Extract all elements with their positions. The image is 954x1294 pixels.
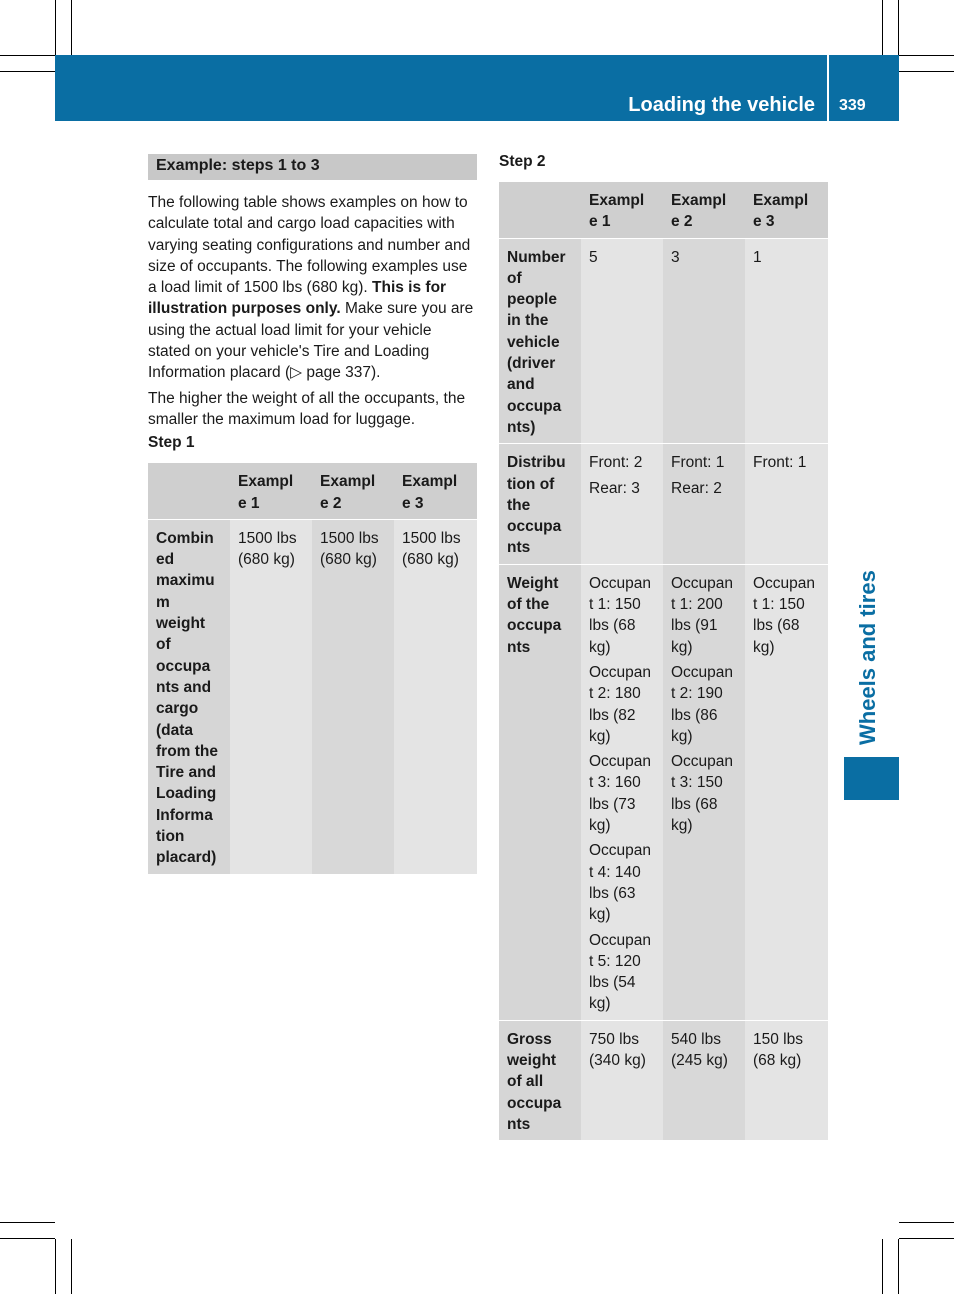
crop-mark [0, 71, 55, 72]
table-row [499, 238, 828, 444]
table-cell [745, 564, 828, 1020]
table-cell: 1500 lbs (680 kg) [230, 519, 312, 873]
side-tab-marker [844, 757, 899, 800]
crop-mark [71, 0, 72, 55]
crop-mark [0, 55, 55, 56]
page-number-box [829, 55, 899, 121]
header-cell: Exampl e 1 [230, 463, 312, 520]
intro-text-2: Make sure you are using the actual load limit for your vehicle stated on your vehicle's Tire and Loading Information placard (▷ page 337). [148, 300, 474, 382]
table-cell [745, 444, 828, 564]
row-label: Gross weight of all occupa nts [499, 1020, 581, 1140]
crop-mark [55, 1239, 56, 1294]
row-label: Number of people in the vehicle (driver and occupa nts) [499, 238, 581, 444]
table-cell [581, 564, 663, 1020]
intro-text-1: The following table shows examples on how to calculate total and cargo load capacities with varying seating configurations and number and size of occupants. The following examples use a load limit of 1500 lbs (680 kg). [148, 194, 471, 297]
step2-label: Step 2 [499, 153, 546, 170]
intro-paragraph [148, 192, 477, 384]
crop-mark [898, 1239, 899, 1294]
table-header-row [148, 463, 477, 520]
table-cell: 1500 lbs (680 kg) [312, 519, 394, 873]
header-cell: Exampl e 3 [394, 463, 477, 520]
cell-line: Occupan t 5: 120 lbs (54 kg) [589, 931, 652, 1013]
cell-line: Occupan t 3: 150 lbs (68 kg) [671, 753, 734, 835]
cell-line: Occupan t 4: 140 lbs (63 kg) [589, 842, 652, 924]
cell-line: Occupan t 1: 150 lbs (68 kg) [753, 574, 816, 656]
header-cell: Exampl e 2 [312, 463, 394, 520]
step2-table [499, 181, 828, 1140]
table-header-row [499, 182, 828, 239]
cell-line: Occupan t 2: 190 lbs (86 kg) [671, 663, 734, 745]
step1-label: Step 1 [148, 434, 195, 452]
crop-mark [899, 1238, 954, 1239]
header-cell: Exampl e 2 [663, 182, 745, 239]
step1-table [148, 462, 477, 873]
crop-mark [899, 1222, 954, 1223]
cell-line: Occupan t 1: 200 lbs (91 kg) [671, 574, 734, 656]
cell-line: Front: 2 [589, 454, 643, 472]
crop-mark [882, 1239, 883, 1294]
crop-mark [898, 0, 899, 55]
crop-mark [899, 55, 954, 56]
header-cell [499, 182, 581, 239]
section-heading: Example: steps 1 to 3 [148, 154, 477, 180]
table-row [499, 1020, 828, 1140]
table-cell: 150 lbs (68 kg) [745, 1020, 828, 1140]
cell-line: Occupan t 1: 150 lbs (68 kg) [589, 574, 652, 656]
header-cell: Exampl e 3 [745, 182, 828, 239]
weight-note-paragraph: The higher the weight of all the occupants, the smaller the maximum load for luggage. [148, 389, 466, 428]
table-cell: 540 lbs (245 kg) [663, 1020, 745, 1140]
table-cell: 1 [745, 238, 828, 444]
crop-mark [0, 1222, 55, 1223]
table-row [499, 564, 828, 1020]
header-bar [55, 55, 827, 121]
crop-mark [882, 0, 883, 55]
right-column [499, 150, 828, 1140]
row-label: Combin ed maximu m weight of occupa nts and cargo (data from the Tire and Loading Informa tion placard) [148, 519, 230, 873]
table-row [499, 444, 828, 564]
cell-line: Occupan t 3: 160 lbs (73 kg) [589, 753, 652, 835]
header-cell [148, 463, 230, 520]
crop-mark [0, 1238, 55, 1239]
cell-line: Front: 1 [671, 454, 725, 472]
row-label: Distribu tion of the occupa nts [499, 444, 581, 564]
table-cell: 3 [663, 238, 745, 444]
table-cell: 1500 lbs (680 kg) [394, 519, 477, 873]
page-number: 339 [839, 97, 866, 114]
row-label: Weight of the occupa nts [499, 564, 581, 1020]
left-column [148, 154, 477, 874]
side-tab-label: Wheels and tires [855, 570, 880, 745]
page-title: Loading the vehicle [628, 94, 815, 116]
crop-mark [55, 0, 56, 55]
table-cell [663, 564, 745, 1020]
cell-line: Rear: 3 [589, 479, 640, 497]
table-cell [581, 444, 663, 564]
crop-mark [71, 1239, 72, 1294]
cell-line: Rear: 2 [671, 479, 722, 497]
table-row [148, 519, 477, 873]
cell-line: Front: 1 [753, 454, 807, 472]
crop-mark [899, 71, 954, 72]
table-cell: 750 lbs (340 kg) [581, 1020, 663, 1140]
cell-line: Occupan t 2: 180 lbs (82 kg) [589, 663, 652, 745]
header-cell: Exampl e 1 [581, 182, 663, 239]
table-cell [663, 444, 745, 564]
intro-emphasis: This is for illustration purposes only. [148, 279, 447, 318]
table-cell: 5 [581, 238, 663, 444]
